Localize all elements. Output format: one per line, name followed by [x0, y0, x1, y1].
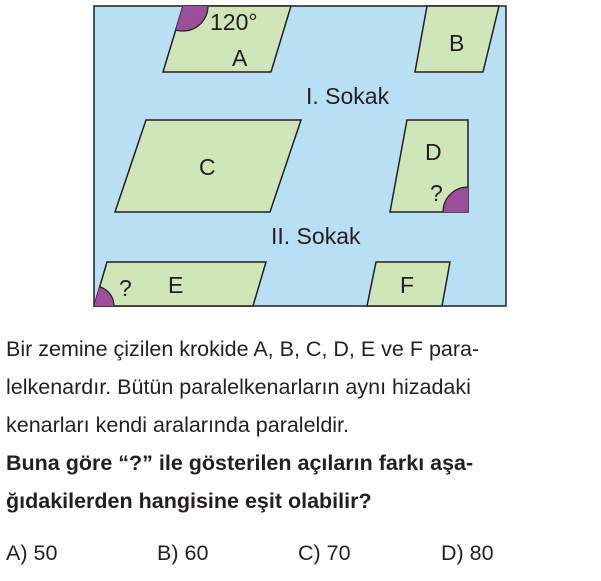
- label-f: F: [400, 272, 415, 298]
- street-2-label: II. Sokak: [271, 223, 361, 249]
- option-c[interactable]: [298, 541, 351, 566]
- option-d-letter: D): [441, 541, 464, 565]
- option-b[interactable]: [157, 541, 208, 566]
- answer-options: [0, 541, 601, 573]
- question-line-3: kenarları kendi aralarında paraleldir.: [6, 413, 350, 437]
- option-a-letter: A): [6, 541, 28, 565]
- question-prompt-line-2: ğıdakilerden hangisine eşit olabilir?: [6, 489, 372, 513]
- label-d: D: [425, 139, 442, 165]
- question-line-1: Bir zemine çizilen krokide A, B, C, D, E ve F para-: [6, 337, 480, 361]
- label-b: B: [449, 30, 465, 56]
- question-line-2: lelkenardır. Bütün paralelkenarların aynı hizadaki: [6, 375, 471, 399]
- option-c-letter: C): [298, 541, 321, 565]
- option-b-letter: B): [157, 541, 179, 565]
- option-c-value: 70: [326, 541, 351, 565]
- label-c: C: [199, 154, 216, 180]
- question-prompt-line-1: Buna göre “?” ile gösterilen açıların farkı aşa-: [6, 451, 474, 475]
- label-a: A: [232, 45, 248, 71]
- street-1-label: I. Sokak: [306, 83, 390, 109]
- unknown-angle-label-d: ?: [430, 180, 443, 206]
- option-b-value: 60: [184, 541, 209, 565]
- label-e: E: [168, 272, 184, 298]
- unknown-angle-label-e: ?: [119, 275, 132, 301]
- option-d-value: 80: [469, 541, 494, 565]
- angle-120-label: 120°: [210, 9, 258, 35]
- option-a[interactable]: [6, 541, 57, 566]
- option-a-value: 50: [33, 541, 58, 565]
- question-text: [6, 330, 596, 520]
- option-d[interactable]: [441, 541, 494, 566]
